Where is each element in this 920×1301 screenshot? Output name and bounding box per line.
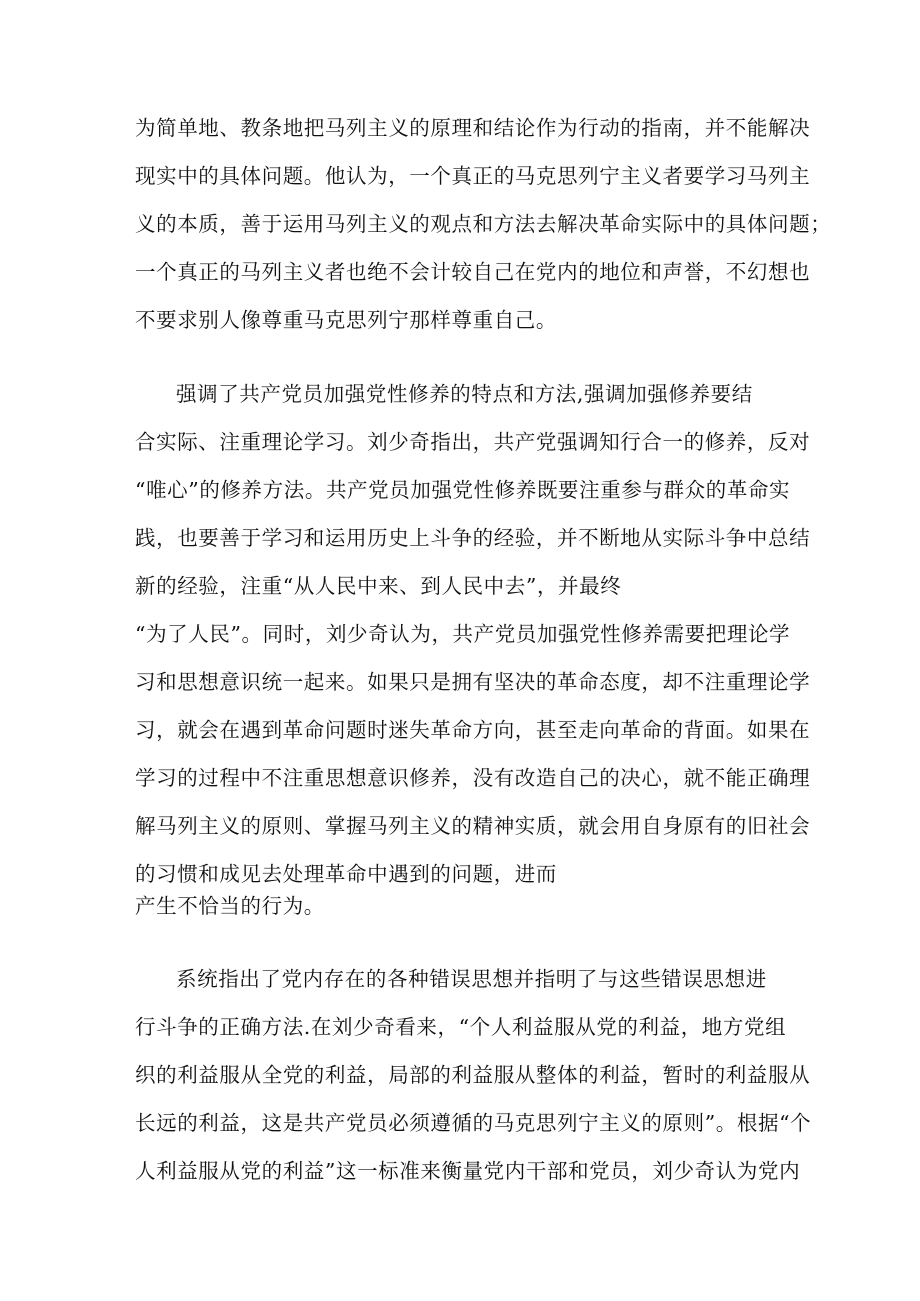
- text-line: 解马列主义的原则、掌握马列主义的精神实质，就会用自身原有的旧社会: [135, 814, 811, 838]
- text-line: 不要求别人像尊重马克思列宁那样尊重自己。: [135, 308, 557, 332]
- text-line: 的习惯和成见去处理革命中遇到的问题，进而: [135, 862, 557, 886]
- text-line: 行斗争的正确方法.在刘少奇看来，“个人利益服从党的利益，地方党组: [135, 1015, 787, 1039]
- text-line: 长远的利益，这是共产党员必须遵循的马克思列宁主义的原则”。根据“个: [135, 1111, 812, 1135]
- text-line: 践，也要善于学习和运用历史上斗争的经验，并不断地从实际斗争中总结: [135, 526, 811, 550]
- text-line: 新的经验，注重“从人民中来、到人民中去”，并最终: [135, 574, 622, 598]
- text-line: 织的利益服从全党的利益，局部的利益服从整体的利益，暂时的利益服从: [135, 1063, 811, 1087]
- text-line: 人利益服从党的利益”这一标准来衡量党内干部和党员，刘少奇认为党内: [135, 1159, 801, 1183]
- text-line: 强调了共产党员加强党性修养的特点和方法,强调加强修养要结: [176, 382, 753, 406]
- text-line: 学习的过程中不注重思想意识修养，没有改造自己的决心，就不能正确理: [135, 766, 811, 790]
- text-line: 习，就会在遇到革命问题时迷失革命方向，甚至走向革命的背面。如果在: [135, 718, 811, 742]
- text-line: 产生不恰当的行为。: [135, 894, 325, 918]
- text-line: 习和思想意识统一起来。如果只是拥有坚决的革命态度，却不注重理论学: [135, 670, 811, 694]
- text-line: “为了人民”。同时，刘少奇认为，共产党员加强党性修养需要把理论学: [135, 622, 791, 646]
- text-line: “唯心”的修养方法。共产党员加强党性修养既要注重参与群众的革命实: [135, 478, 791, 502]
- text-line: 为简单地、教条地把马列主义的原理和结论作为行动的指南，并不能解决: [135, 116, 811, 140]
- text-line: 一个真正的马列主义者也绝不会计较自己在党内的地位和声誉，不幻想也: [135, 260, 811, 284]
- text-line: 现实中的具体问题。他认为，一个真正的马克思列宁主义者要学习马列主: [135, 164, 811, 188]
- text-line: 义的本质，善于运用马列主义的观点和方法去解决革命实际中的具体问题；: [135, 212, 832, 236]
- text-line: 系统指出了党内存在的各种错误思想并指明了与这些错误思想进: [176, 967, 767, 991]
- text-line: 合实际、注重理论学习。刘少奇指出，共产党强调知行合一的修养，反对: [135, 430, 811, 454]
